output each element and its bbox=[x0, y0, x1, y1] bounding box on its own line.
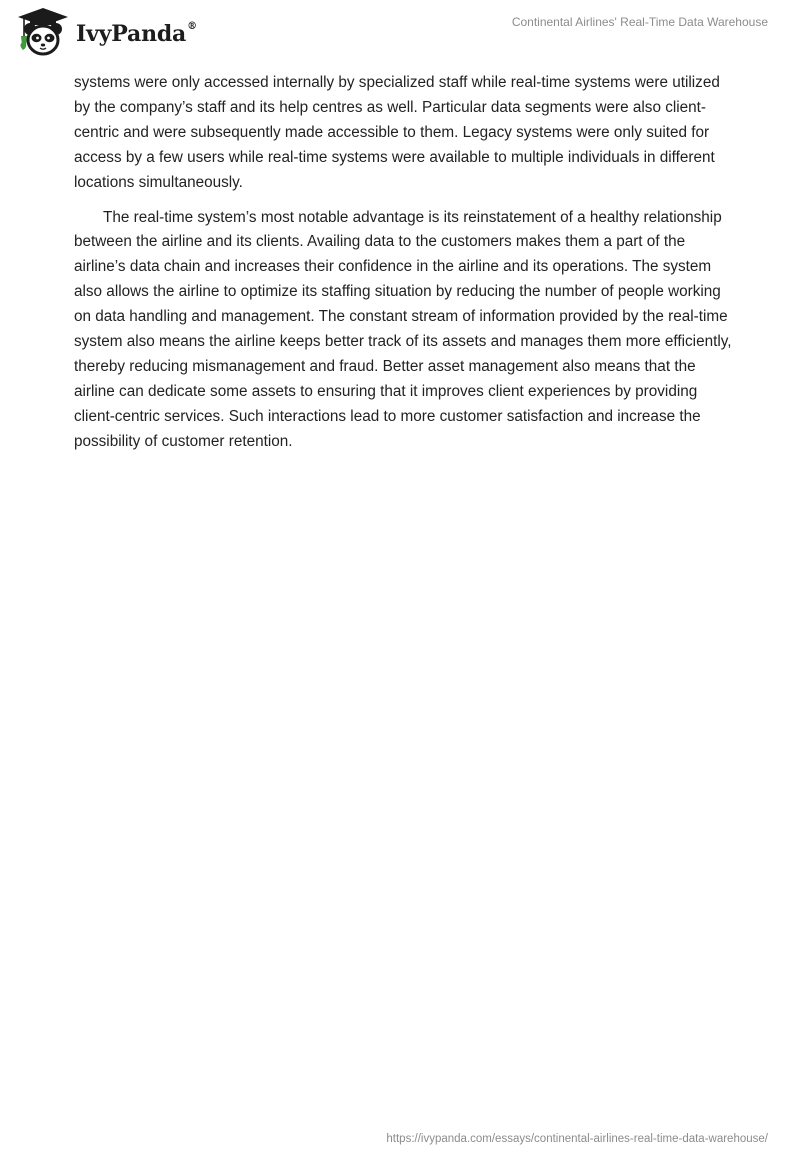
brand-name: IvyPanda® bbox=[76, 20, 197, 47]
essay-body bbox=[74, 71, 734, 465]
panda-graduate-icon bbox=[14, 6, 72, 58]
page-header bbox=[0, 0, 800, 70]
paragraph-advantages: The real-time system’s most notable advantage is its reinstatement of a healthy relationship between the airline and its clients. Availing data to the customers makes them a part of the airline’s data chain and increases their confidence in the airline and its operations. The system also allows the airline to optimize its staffing situation by reducing the number of people working on data handling and management. The constant stream of information provided by the real-time system also means the airline keeps better track of its assets and manages them more efficiently, thereby reducing mismanagement and fraud. Better asset management also means that the airline can dedicate some assets to ensuring that it improves client experiences by providing client-centric services. Such interactions lead to more customer satisfaction and increase the possibility of customer retention. bbox=[74, 208, 732, 450]
ivypanda-logo[interactable] bbox=[14, 6, 197, 58]
paragraph-continuation: systems were only accessed internally by specialized staff while real-time systems were utilized by the company’s staff and its help centres as well. Particular data segments were also client-centric and were subsequently made accessible to them. Legacy systems were only suited for access by a few users while real-time systems were available to multiple individuals in different locations simultaneously. bbox=[74, 74, 720, 191]
source-url[interactable]: https://ivypanda.com/essays/continental-airlines-real-time-data-warehouse/ bbox=[386, 1133, 768, 1145]
document-title: Continental Airlines' Real-Time Data Warehouse bbox=[511, 15, 768, 29]
